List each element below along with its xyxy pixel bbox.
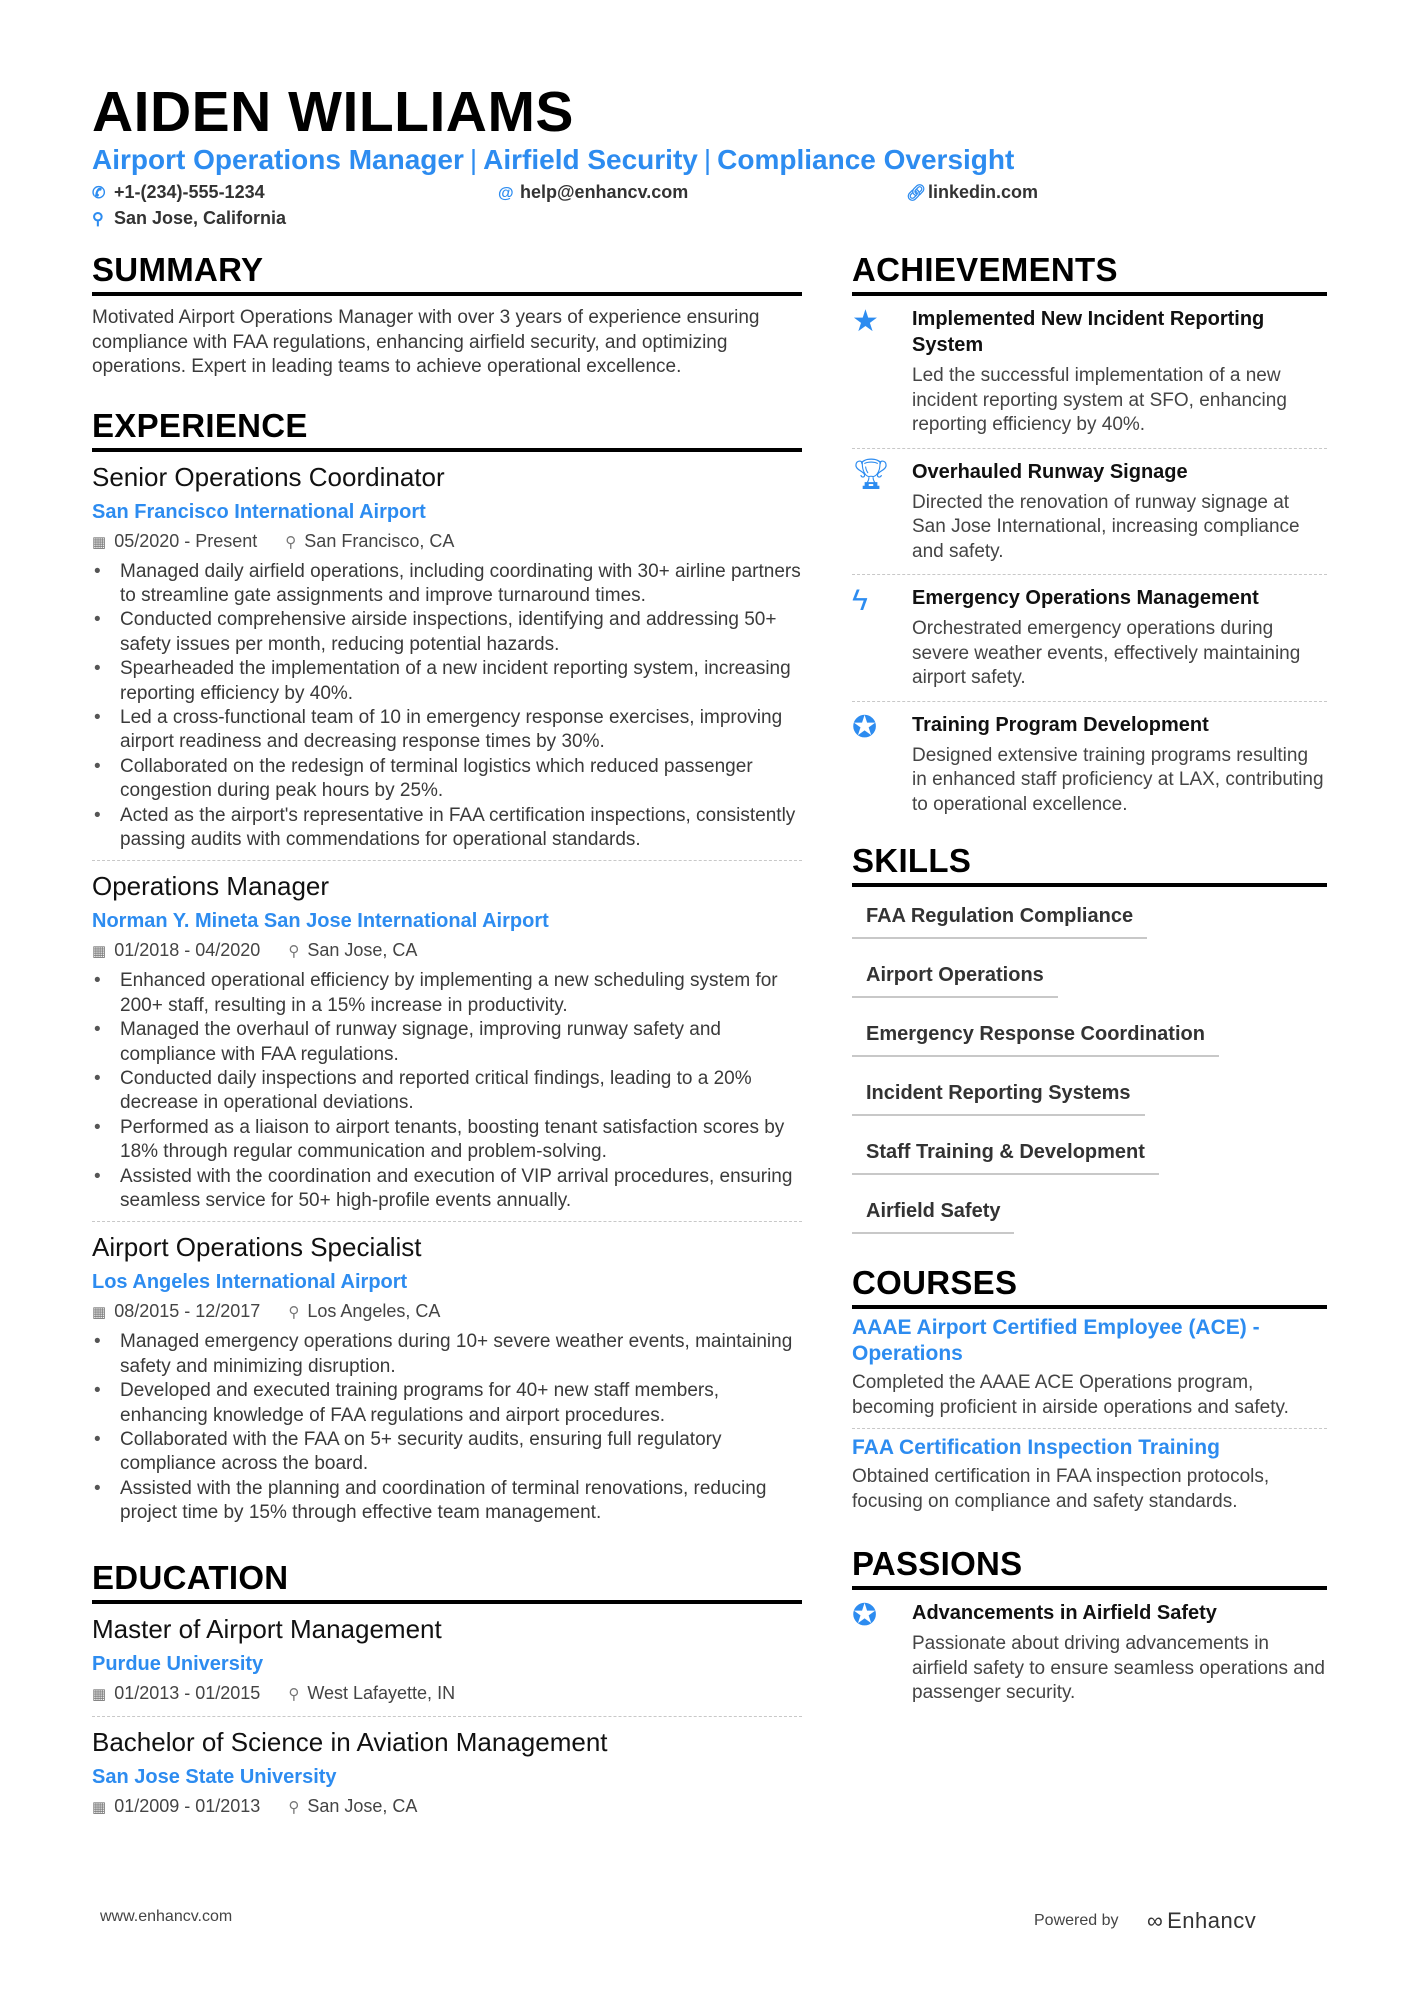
job-role: Operations Manager: [92, 871, 330, 902]
powered-by-text: Powered by: [1034, 1912, 1119, 1930]
passion-item: [852, 1590, 1327, 1716]
passion-description: Passionate about driving advancements in airfield safety to ensure seamless operations and passenger security.: [912, 1633, 1325, 1703]
pin-icon: ⚲: [288, 1798, 300, 1816]
summary-title: SUMMARY: [92, 250, 802, 296]
achievement-list: [852, 296, 1327, 827]
course-list: [852, 1315, 1327, 1522]
course-description: Obtained certification in FAA inspection protocols, focusing on compliance and safety standards.: [852, 1466, 1270, 1512]
job-bullet: • Performed as a liaison to airport tenants, boosting tenant satisfaction scores by 18% through regular communication and problem-solving.: [92, 1116, 802, 1165]
school: Purdue University: [92, 1652, 264, 1675]
job-bullet: • Assisted with the planning and coordination of terminal renovations, reducing project time by 15% through effective team management.: [92, 1477, 802, 1526]
skill-tag: Incident Reporting Systems: [852, 1072, 1145, 1116]
course-title: AAAE Airport Certified Employee (ACE) - Operations: [852, 1316, 1260, 1365]
job-role: Airport Operations Specialist: [92, 1232, 422, 1263]
job-bullet: • Managed daily airfield operations, including coordinating with 30+ airline partners to streamline gate assignments and improve turnaround times.: [92, 560, 802, 609]
experience-title: EXPERIENCE: [92, 406, 802, 452]
passion-body: [912, 1600, 1327, 1706]
enhancv-logo-icon: ∞: [1146, 1908, 1163, 1933]
skill-row: [852, 895, 1327, 946]
job-dates: 05/2020 - Present: [114, 530, 258, 551]
education-title: EDUCATION: [92, 1558, 802, 1604]
degree: Master of Airport Management: [92, 1613, 442, 1644]
award-icon: ✪: [852, 1599, 878, 1632]
skill-row: [852, 1190, 1327, 1241]
job-role: Senior Operations Coordinator: [92, 461, 445, 492]
job-bullet: • Spearheaded the implementation of a new incident reporting system, increasing reporting efficiency by 40%.: [92, 657, 802, 706]
education-location: San Jose, CA: [307, 1795, 418, 1816]
education-entry: [92, 1725, 802, 1829]
pin-icon: ⚲: [285, 533, 297, 551]
achievement-description: Designed extensive training programs resulting in enhanced staff proficiency at LAX, contributing to operational excellence.: [912, 744, 1324, 815]
passion-title: Advancements in Airfield Safety: [912, 1602, 1217, 1624]
job-meta: [92, 528, 802, 556]
education-dates: 01/2013 - 01/2015: [114, 1682, 261, 1703]
job-entry: [92, 869, 802, 1222]
achievement-title: Emergency Operations Management: [912, 587, 1259, 609]
calendar-icon: ▦: [92, 1304, 107, 1322]
pin-icon: ⚲: [288, 1685, 300, 1703]
course-item: [852, 1315, 1327, 1429]
footer-powered-by: [1034, 1908, 1256, 1934]
skills-section: [852, 841, 1327, 1241]
summary-text: Motivated Airport Operations Manager with over 3 years of experience ensuring compliance with FAA regulations, enhancing airfield security, and optimizing operations. Expert in leading teams to achieve operational excellence.: [92, 307, 760, 377]
school: San Jose State University: [92, 1765, 337, 1788]
achievement-body: [912, 585, 1327, 691]
tagline-compliance: Compliance Oversight: [717, 144, 1015, 175]
job-bullet: • Collaborated with the FAA on 5+ security audits, ensuring full regulatory compliance across the board.: [92, 1428, 802, 1477]
achievement-item: [852, 449, 1327, 576]
achievement-title: Overhauled Runway Signage: [912, 460, 1188, 483]
lightning-icon: ϟ: [852, 584, 868, 617]
job-organization: San Francisco International Airport: [92, 500, 426, 523]
job-dates: 08/2015 - 12/2017: [114, 1301, 261, 1322]
job-bullets: [92, 1330, 802, 1525]
phone-text: +1-(234)-555-1234: [114, 182, 265, 202]
skill-row: [852, 1072, 1327, 1123]
job-location: San Jose, CA: [307, 940, 418, 961]
skill-tag: Emergency Response Coordination: [852, 1013, 1219, 1057]
achievement-title: Implemented New Incident Reporting System: [912, 308, 1265, 356]
courses-title: COURSES: [852, 1263, 1327, 1309]
education-dates: 01/2009 - 01/2013: [114, 1795, 261, 1816]
skill-row: [852, 954, 1327, 1005]
job-bullet: • Developed and executed training programs for 40+ new staff members, enhancing knowledge of FAA regulations and airport procedures.: [92, 1379, 802, 1428]
job-organization: Los Angeles International Airport: [92, 1271, 408, 1294]
calendar-icon: ▦: [92, 943, 107, 961]
tagline-separator: |: [469, 144, 478, 175]
achievement-title: Training Program Development: [912, 713, 1209, 736]
skill-tag: Airport Operations: [852, 954, 1058, 998]
at-icon: @: [498, 185, 514, 202]
achievement-item: [852, 702, 1327, 828]
achievement-item: [852, 575, 1327, 702]
job-bullet: • Managed the overhaul of runway signage, improving runway safety and compliance with FAA regulations.: [92, 1018, 802, 1067]
education-location: West Lafayette, IN: [307, 1682, 456, 1703]
job-bullet: • Led a cross-functional team of 10 in emergency response exercises, improving airport readiness and decreasing response times by 30%.: [92, 706, 802, 755]
contact-location: [92, 206, 286, 232]
skill-row: [852, 1013, 1327, 1064]
course-item: [852, 1435, 1327, 1522]
skill-list: [852, 895, 1327, 1241]
job-bullet: • Managed emergency operations during 10+ severe weather events, maintaining safety and minimizing disruption.: [92, 1330, 802, 1379]
achievement-description: Orchestrated emergency operations during severe weather events, effectively maintaining airport safety.: [912, 618, 1301, 688]
tagline-role: Airport Operations Manager: [92, 144, 464, 175]
courses-section: [852, 1263, 1327, 1522]
achievement-item: [852, 296, 1327, 449]
job-bullets: [92, 969, 802, 1213]
job-organization: Norman Y. Mineta San Jose International Airport: [92, 910, 549, 933]
contact-email[interactable]: [498, 180, 688, 206]
summary-section: [92, 250, 802, 380]
experience-section: [92, 406, 802, 1534]
job-meta: [92, 937, 802, 965]
job-bullet: • Conducted daily inspections and reported critical findings, leading to a 20% decrease in operational deviations.: [92, 1067, 802, 1116]
education-meta: [92, 1793, 802, 1821]
course-title: FAA Certification Inspection Training: [852, 1436, 1220, 1459]
email-text: help@enhancv.com: [520, 182, 689, 202]
pin-icon: ⚲: [288, 1304, 300, 1322]
education-entry: [92, 1612, 802, 1717]
job-bullet: • Collaborated on the redesign of terminal logistics which reduced passenger congestion during peak hours by 25%.: [92, 755, 802, 804]
achievement-body: [912, 712, 1327, 818]
achievements-section: [852, 250, 1327, 827]
skill-row: [852, 1131, 1327, 1182]
job-location: Los Angeles, CA: [307, 1301, 441, 1322]
job-bullet: • Assisted with the coordination and execution of VIP arrival procedures, ensuring seamless service for 50+ high-profile events annually.: [92, 1165, 802, 1214]
calendar-icon: ▦: [92, 533, 107, 551]
job-list: [92, 460, 802, 1534]
pin-icon: ⚲: [92, 211, 104, 228]
skill-tag: Airfield Safety: [852, 1190, 1014, 1234]
trophy-icon: 🏆︎: [852, 457, 891, 491]
link-icon: 🔗︎: [906, 185, 927, 202]
job-entry: [92, 1230, 802, 1533]
achievement-description: Led the successful implementation of a new incident reporting system at SFO, enhancing reporting efficiency by 40%.: [912, 365, 1287, 435]
award-icon: ✪: [852, 710, 878, 744]
tagline-separator: |: [703, 144, 712, 175]
job-meta: [92, 1298, 802, 1326]
phone-icon: ✆: [92, 185, 106, 202]
candidate-name: AIDEN WILLIAMS: [92, 80, 574, 144]
passions-section: [852, 1544, 1327, 1716]
passions-title: PASSIONS: [852, 1544, 1327, 1590]
brand-text: Enhancv: [1167, 1908, 1257, 1933]
left-column: [92, 250, 802, 1829]
contact-phone[interactable]: [92, 180, 265, 206]
job-dates: 01/2018 - 04/2020: [114, 940, 261, 961]
achievement-body: [912, 459, 1327, 565]
job-bullet: • Acted as the airport's representative in FAA certification inspections, consistently passing audits with commendations for operational standards.: [92, 804, 802, 853]
location-text: San Jose, California: [114, 208, 287, 228]
contact-linkedin[interactable]: [906, 180, 1038, 206]
pin-icon: ⚲: [288, 943, 300, 961]
skill-tag: FAA Regulation Compliance: [852, 895, 1147, 939]
job-bullets: [92, 560, 802, 853]
skills-title: SKILLS: [852, 841, 1327, 887]
passion-list: [852, 1590, 1327, 1716]
job-bullet: • Enhanced operational efficiency by implementing a new scheduling system for 200+ staff, resulting in a 15% increase in productivity.: [92, 969, 802, 1018]
achievements-title: ACHIEVEMENTS: [852, 250, 1327, 296]
calendar-icon: ▦: [92, 1798, 107, 1816]
achievement-body: [912, 306, 1327, 438]
education-list: [92, 1612, 802, 1829]
degree: Bachelor of Science in Aviation Management: [92, 1726, 608, 1757]
linkedin-text: linkedin.com: [928, 182, 1039, 202]
tagline: [92, 142, 1014, 178]
course-description: Completed the AAAE ACE Operations program, becoming proficient in airside operations and safety.: [852, 1372, 1289, 1418]
tagline-security: Airfield Security: [483, 144, 698, 175]
calendar-icon: ▦: [92, 1685, 107, 1703]
right-column: [852, 250, 1327, 1716]
skill-tag: Staff Training & Development: [852, 1131, 1159, 1175]
job-entry: [92, 460, 802, 862]
education-meta: [92, 1680, 802, 1708]
footer-website[interactable]: www.enhancv.com: [100, 1908, 233, 1925]
star-icon: ★: [852, 305, 879, 338]
achievement-description: Directed the renovation of runway signage at San Jose International, increasing compliance and safety.: [912, 491, 1300, 562]
job-bullet: • Conducted comprehensive airside inspections, identifying and addressing 50+ safety issues per month, reducing potential hazards.: [92, 608, 802, 657]
education-section: [92, 1558, 802, 1829]
job-location: San Francisco, CA: [304, 530, 455, 551]
